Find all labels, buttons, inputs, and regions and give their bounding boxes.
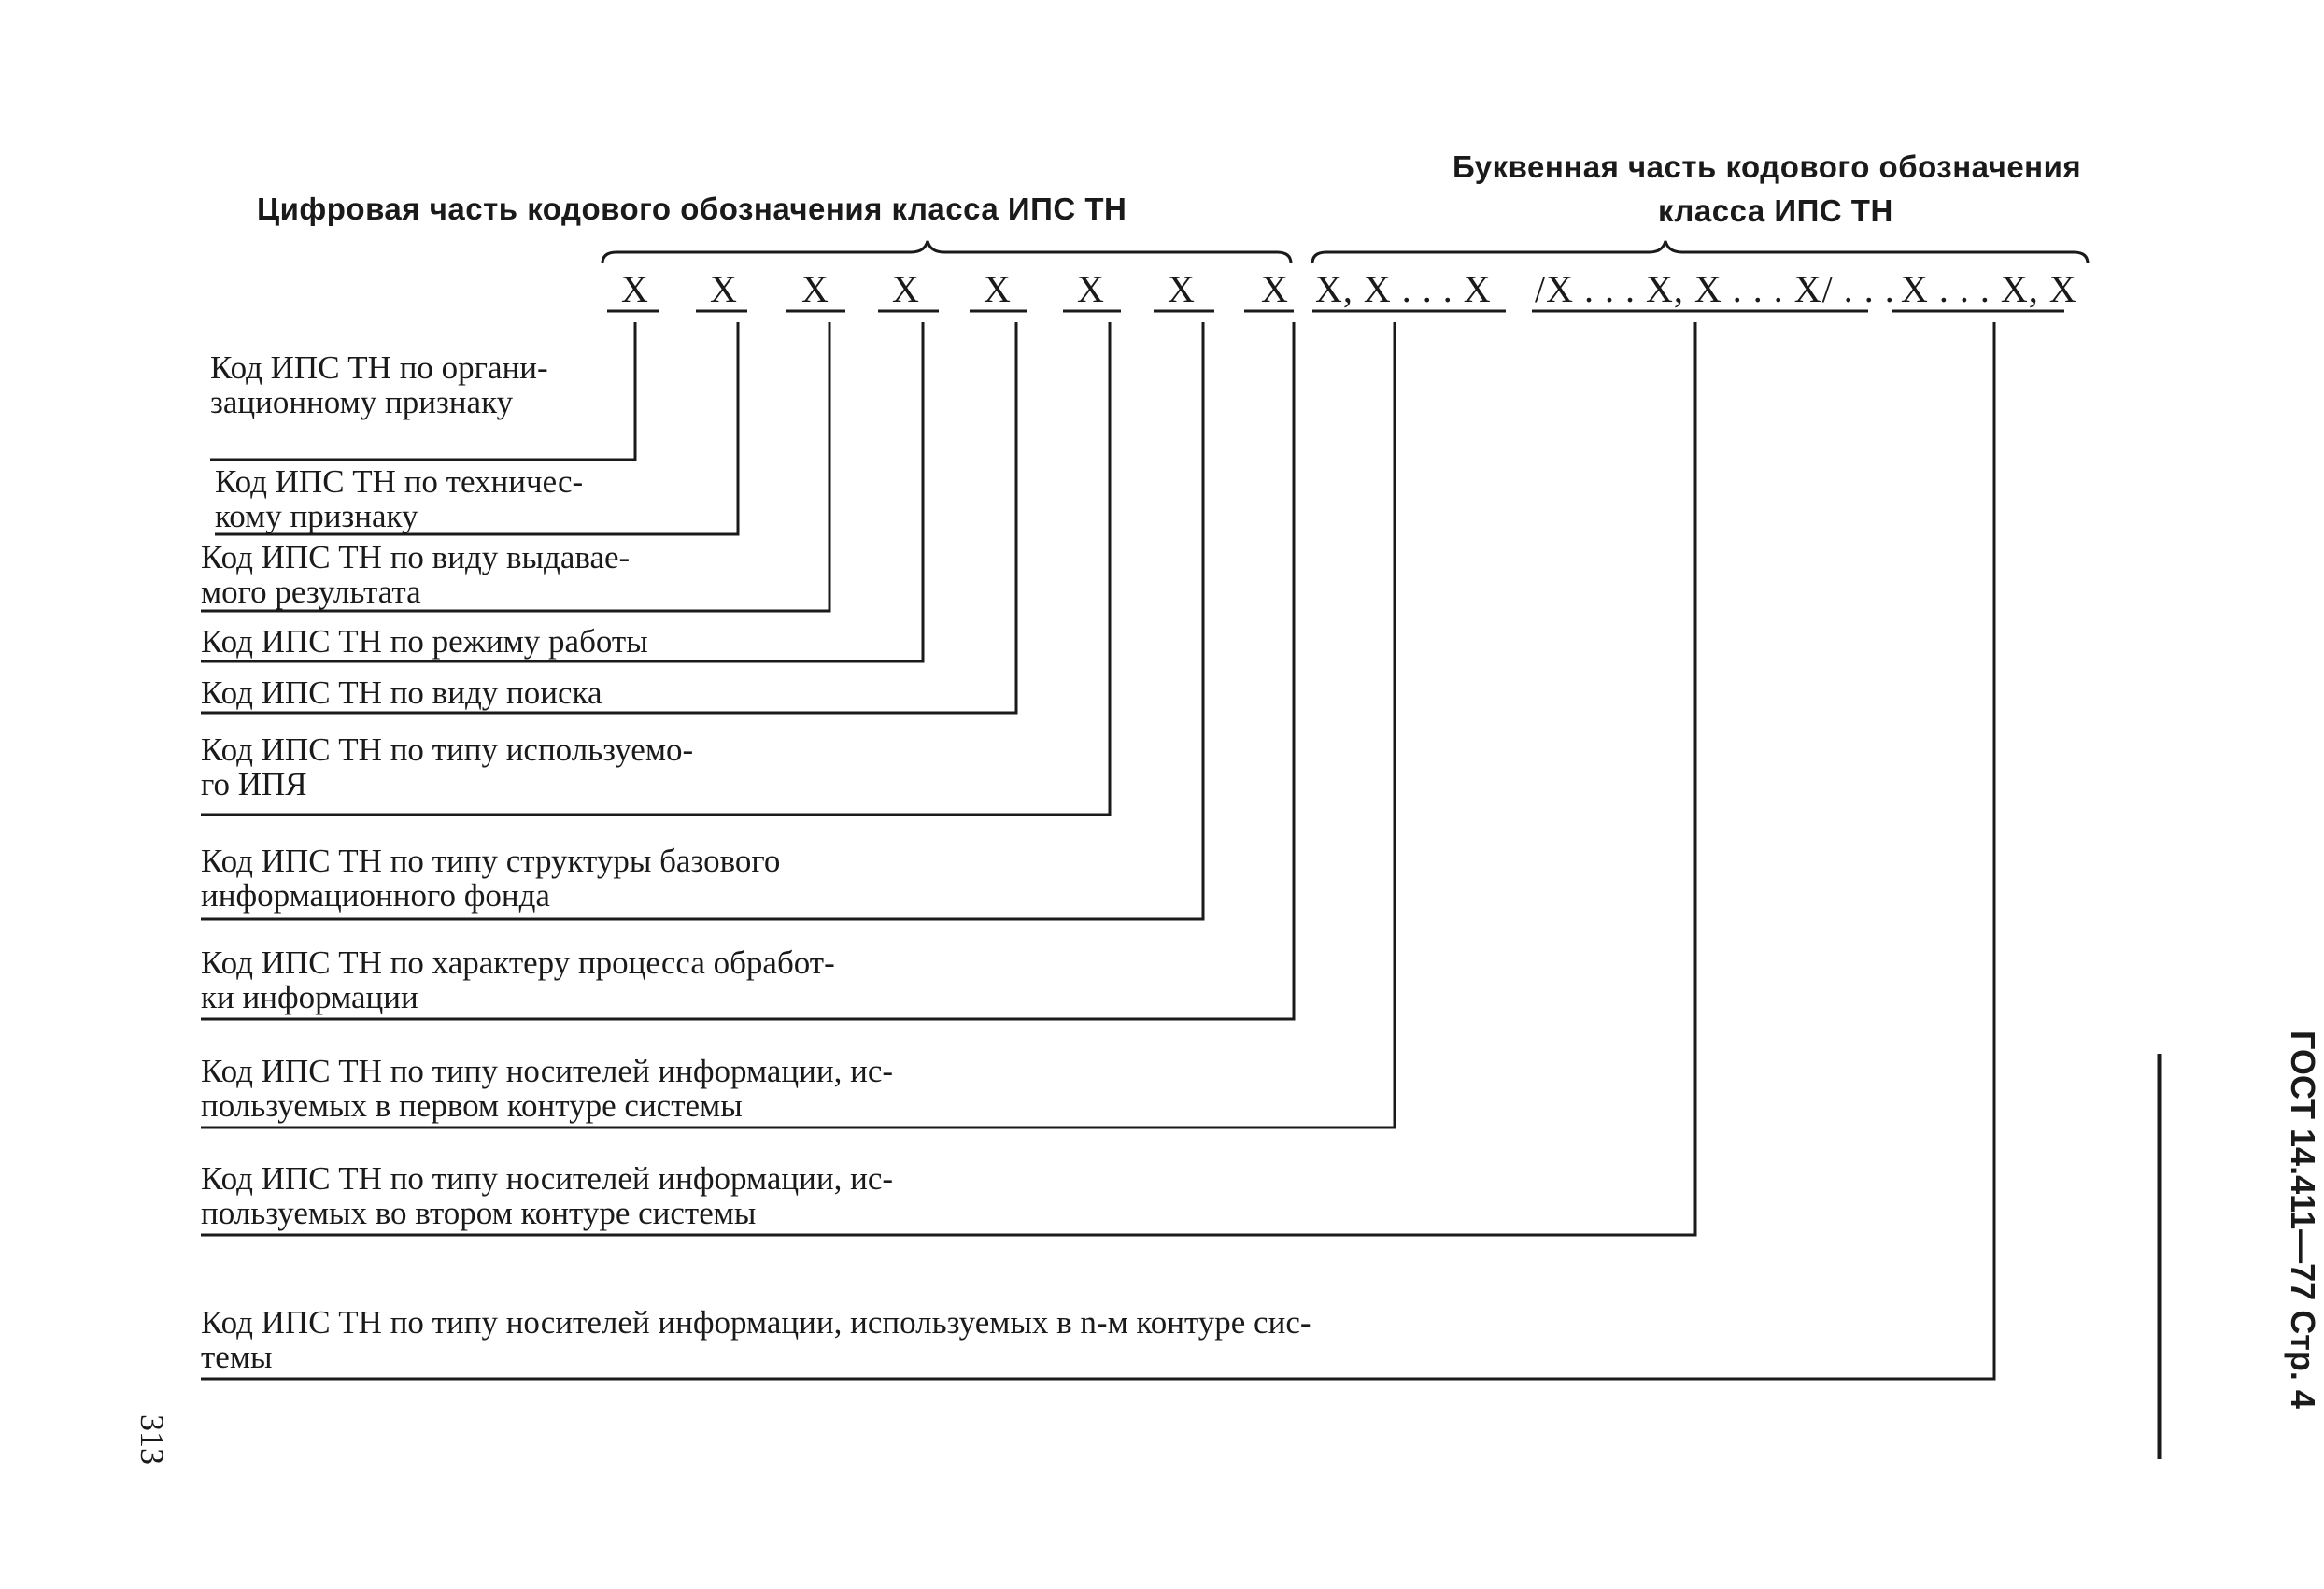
code-digit: X (710, 268, 738, 310)
label-line: мого результата (201, 574, 421, 610)
code-digit: X (621, 268, 649, 310)
label-line: Код ИПС ТН по типу носителей информации, используемых в n-м контуре сис- (201, 1304, 1311, 1341)
letter-part-header-line2: класса ИПС ТН (1658, 193, 1893, 228)
label-line: Код ИПС ТН по типу используемо- (201, 731, 694, 768)
code-digit: X (801, 268, 829, 310)
label-line: пользуемых в первом контуре системы (201, 1087, 743, 1124)
label-line: Код ИПС ТН по органи- (210, 349, 548, 386)
label-media-nth-loop (201, 1305, 1311, 1374)
label-line: темы (201, 1339, 273, 1375)
label-line: Код ИПС ТН по типу структуры базового (201, 843, 781, 879)
code-letters-second: /X . . . X, X . . . X/ . . . (1535, 268, 1895, 310)
label-line: пользуемых во втором контуре системы (201, 1195, 757, 1231)
side-caption: ГОСТ 14.411—77 Стр. 4 (2284, 1030, 2322, 1409)
code-digit: X (1077, 268, 1105, 310)
label-processing (201, 945, 835, 1014)
page-number: 313 (134, 1414, 171, 1465)
label-operation-mode (201, 624, 648, 659)
label-media-second-loop (201, 1161, 893, 1230)
label-line: ки информации (201, 979, 418, 1015)
label-fund-structure (201, 844, 780, 913)
letter-part-header-line1: Буквенная часть кодового обозначения (1452, 149, 2082, 184)
label-organizational (210, 350, 548, 419)
label-technical (215, 464, 583, 533)
code-letters-nth: X . . . X, X (1901, 268, 2077, 310)
code-digit: X (984, 268, 1012, 310)
label-line: зационному признаку (210, 384, 514, 420)
label-line: Код ИПС ТН по характеру процесса обработ- (201, 944, 835, 981)
label-result-type (201, 540, 630, 609)
label-language-type (201, 732, 693, 802)
label-media-first-loop (201, 1054, 893, 1123)
label-line: Код ИПС ТН по виду поиска (201, 674, 602, 711)
label-line: Код ИПС ТН по режиму работы (201, 623, 648, 660)
code-digit: X (1261, 268, 1289, 310)
code-letters-first: X, X . . . X (1315, 268, 1492, 310)
label-line: Код ИПС ТН по типу носителей информации, ис- (201, 1160, 894, 1197)
label-line: Код ИПС ТН по виду выдавае- (201, 539, 631, 575)
label-line: кому признаку (215, 498, 418, 534)
letter-brace (1312, 241, 2088, 263)
code-digit: X (1168, 268, 1196, 310)
label-search-type (201, 675, 602, 710)
label-line: информационного фонда (201, 877, 550, 914)
label-line: Код ИПС ТН по техничес- (215, 463, 584, 500)
digital-brace (602, 241, 1291, 263)
digital-part-header: Цифровая часть кодового обозначения класса ИПС ТН (257, 192, 1127, 226)
code-digit: X (892, 268, 920, 310)
label-line: го ИПЯ (201, 766, 307, 802)
label-line: Код ИПС ТН по типу носителей информации, ис- (201, 1053, 894, 1089)
